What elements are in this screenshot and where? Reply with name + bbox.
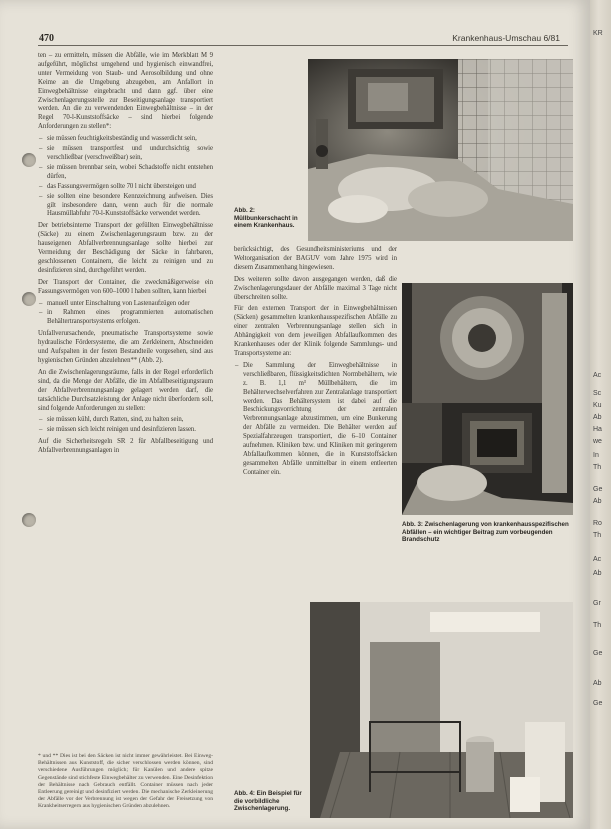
edge-text: Ab: [593, 570, 602, 577]
left-text-column: [38, 52, 213, 459]
figure-4-caption: Abb. 4: Ein Beispiel für die vorbildliche Zwischenlagerung.: [234, 790, 302, 813]
edge-text: Ab: [593, 414, 602, 421]
edge-text: Th: [593, 532, 602, 539]
edge-text: Th: [593, 464, 602, 471]
figure-3-caption: Abb. 3: Zwischenlagerung von krankenhausspezifischen Abfällen – ein wichtiger Beitrag zum vorbeugenden Brandschutz: [402, 521, 569, 544]
transport-options-list: [38, 300, 213, 328]
edge-text: Ge: [593, 486, 603, 493]
paragraph-storage: An die Zwischenlagerungsräume, falls in der Regel erforderlich sind, da die Menge der Abfälle, die im Abfallbeseitigungsraum der Abfallverbrennungsanlage gelagert werden darf, die tatsächliche Durchsatzleistung der Anlage nicht überfordern soll, sind folgende Anforderungen zu stellen:: [38, 368, 213, 412]
photo-waste-chute: [308, 59, 573, 241]
list-item: – sie müssen kühl, durch Ratten, sind, zu halten sein,: [47, 416, 213, 425]
edge-text: KR: [593, 30, 603, 37]
paragraph-container: Der Transport der Container, die zweckmäßigerweise ein Fassungsvermögen von 600–1000 l haben sollten, kann hierbei: [38, 278, 213, 295]
photo-incinerator: [402, 283, 573, 515]
edge-text: In: [593, 452, 599, 459]
list-item: – sie müssen feuchtigkeitsbeständig und wasserdicht sein,: [47, 135, 213, 144]
edge-text: Ab: [593, 680, 602, 687]
edge-text: Th: [593, 622, 602, 629]
list-item: – manuell unter Einschaltung von Lastenaufzügen oder: [47, 300, 213, 309]
binder-hole-bottom: [22, 513, 36, 527]
list-item: – in Rahmen eines programmierten automatischen Behältertransportsystems erfolgen.: [47, 309, 213, 327]
requirements-list: [38, 135, 213, 219]
edge-text: Ha: [593, 426, 602, 433]
paragraph-external-transport: Für den externen Transport der in Einwegbehältnissen (Säcken) gesammelten krankenhausspezifischen Abfälle zu einer zentralen Verbrennungsanlage stellen sich in Abhängigkeit von dem jeweiligen Abfallaufkommen des Krankenhauses oder der Klinik folgende Sammlungs- und Transportsysteme an:: [234, 305, 397, 357]
paragraph-storage-duration: Des weiteren sollte davon ausgegangen werden, daß die Zwischenlagerungsdauer der Abfälle maximal 3 Tage nicht überschreiten sollte.: [234, 275, 397, 301]
right-text-column: [234, 246, 397, 481]
list-item: – sie sollten eine besondere Kennzeichnung aufweisen. Dies gilt insbesondere dann, wenn auch für die normale Hausmüllabfuhr 70-l-Kunststoffsäcke verwendet werden.: [47, 193, 213, 220]
storage-room-image: [310, 602, 573, 818]
collection-systems-list: [234, 362, 397, 478]
paragraph-systems: Unfallverursachende, pneumatische Transportsysteme sowie hydraulische Fördersysteme, die am Zerkleinern, Abschneiden und Aufspalten in der festen Bestandteile vorgesehen, sind aus hygienischen Gründen abzulehnen** (Abb. 2).: [38, 330, 213, 364]
edge-text: Ac: [593, 556, 602, 563]
incinerator-image: [402, 283, 573, 515]
binder-hole-top: [22, 153, 36, 167]
list-item: – das Fassungsvermögen sollte 70 l nicht übersteigen und: [47, 183, 213, 192]
adjacent-page-edge: [590, 0, 611, 829]
edge-text: Ge: [593, 650, 603, 657]
list-item: – Die Sammlung der Einwegbehältnisse in verschließbaren, flüssigkeitsdichten Normbehältern, wie z. B. 1,1 m³ Müllbehältern, die im Behälterwechselverfahren zur Zentralanlage transportiert werden. Das Behältersystem ist dabei auf die Beschickungsvorrichtung der zentralen Verbrennungsanlage abzustimmen, um eine Bunkerung der Abfälle zu vermeiden. Die Behälter werden auf Spezialfahrzeugen transportiert, die 6–10 Container aufnehmen. Kliniken bzw. und Kliniken mit geringerem Abfallaufkommen können, die in Kunststoffsäcken gesammelten Abfälle unmittelbar in einem entleerten Container ein.: [243, 362, 397, 478]
storage-requirements-list: [38, 416, 213, 435]
figure-2-caption: Abb. 2: Müllbunkerschacht in einem Krankenhaus.: [234, 207, 298, 230]
footnote: * und ** Dies ist bei den Säcken ist nicht immer gewährleistet. Bei Einweg-Behältnissen aus Kunststoff, die sicher verschlossen werden können, sind verschiedene Ausführungen möglich; für Kanülen und andere spitze Gegenstände sind stichfeste Einwegbehälter zu verwenden. Eine Desinfektion der Behältnisse nach Gebrauch entfällt. Container müssen nach jeder Entleerung gereinigt und desinfiziert werden. Die mechanische Zerkleinerung der Abfälle vor der Verbrennung ist wegen der Gefahr der Freisetzung von Krankheitserregern aus hygienischen Gründen abzulehnen.: [38, 753, 213, 810]
list-item: – sie müssen sich leicht reinigen und desinfizieren lassen.: [47, 426, 213, 435]
binder-hole-mid: [22, 292, 36, 306]
list-item: – sie müssen transportfest und undurchsichtig sowie verschließbar (verschweißbar) sein,: [47, 145, 213, 163]
paragraph-transport: Der betriebsinterne Transport der gefüllten Einwegbehältnisse (Säcke) zu einem Zwischenlagerungsraum bzw. zu der hauseigenen Abfallverbrennungsanlage sollte hierbei zur Vermeidung der Beschädigung der Säcke in fahrbaren, geschlossenen Containern, die leicht zu reinigen und zu desinfizieren sind, durchgeführt werden.: [38, 222, 213, 274]
edge-text: Ro: [593, 520, 602, 527]
paragraph-continued: berücksichtigt, des Gesundheitsministeriums und der Weltorganisation der BAGUV vom Jahre 1975 wird in diesem Zusammenhang hingewiesen.: [234, 246, 397, 271]
edge-text: Ab: [593, 498, 602, 505]
edge-text: Gr: [593, 600, 601, 607]
page-number: 470: [39, 33, 54, 44]
header-rule: [38, 45, 568, 46]
list-item: – sie müssen brennbar sein, wobei Schadstoffe nicht entstehen dürfen,: [47, 164, 213, 182]
paragraph-safety-rules: Auf die Sicherheitsregeln SR 2 für Abfallbeseitigung und Abfallverbrennungsanlagen in: [38, 438, 213, 455]
edge-text: Ku: [593, 402, 602, 409]
waste-chute-image: [308, 59, 573, 241]
paragraph-intro: ten – zu ermitteln, müssen die Abfälle, wie im Merkblatt M 9 aufgeführt, möglichst umgehend und hygienisch einwandfrei, unter Vermeidung von Staub- und Aerosolbildung und ohne Keime an die Umgebung abzugeben, am Anfallort in Einwegbehältnisse eingebracht und dann ggf. über eine Zwischenlagerungsstelle zur Beseitigungsanlage transportiert werden. An die zu verwendenden Einwegbehältnisse – in der Regel 70-l-Kunststoffsäcke – sind hierbei folgende Anforderungen zu stellen*:: [38, 52, 213, 131]
running-title: Krankenhaus-Umschau 6/81: [452, 33, 560, 43]
edge-text: Ac: [593, 372, 602, 379]
edge-text: Sc: [593, 390, 602, 397]
photo-storage-room: [310, 602, 573, 818]
edge-text: Ge: [593, 700, 603, 707]
edge-text: we: [593, 438, 602, 445]
